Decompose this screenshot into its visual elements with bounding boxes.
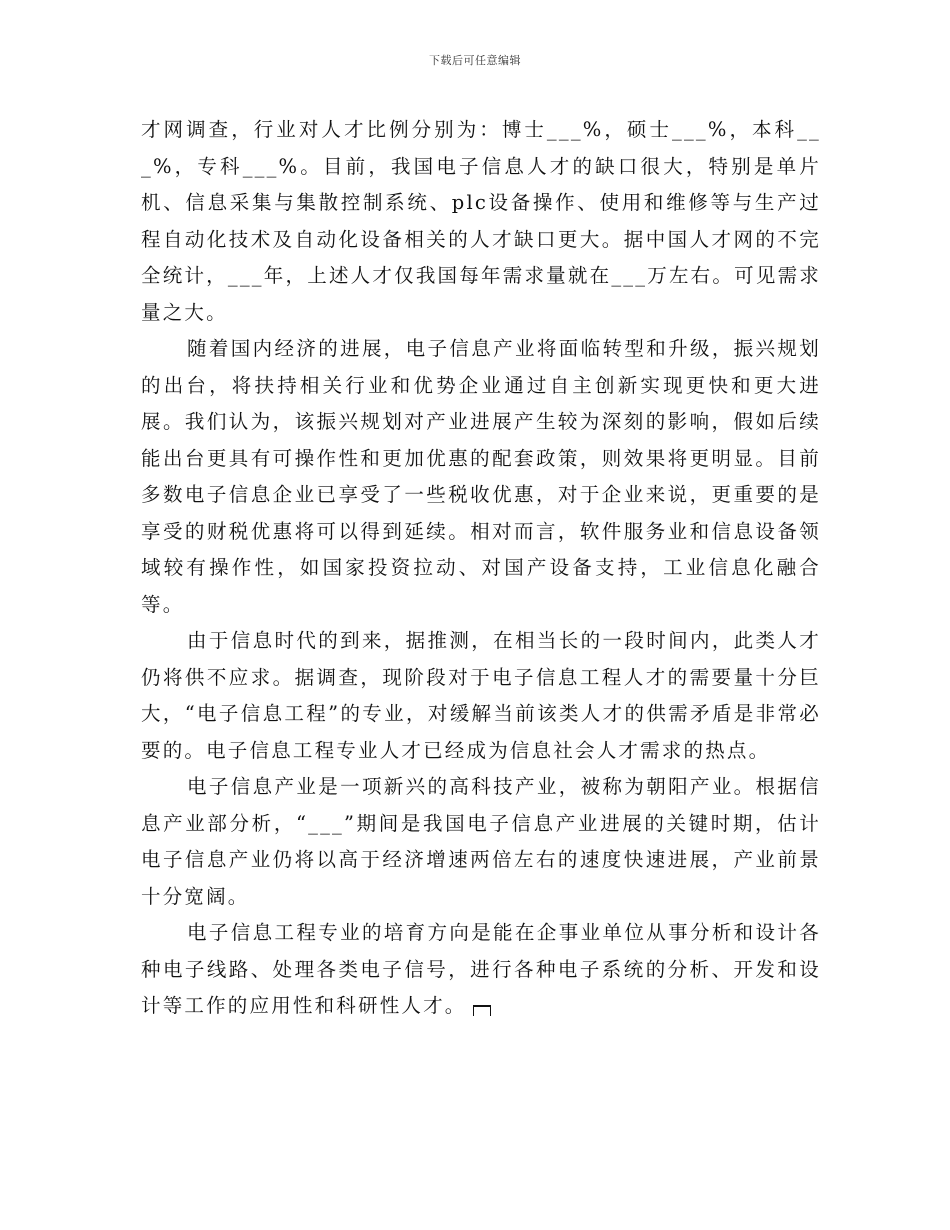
paragraph-last [141, 915, 821, 1025]
paragraph-continued: 才网调查，行业对人才比例分别为：博士___%，硕士___%，本科___%，专科___%。目前，我国电子信息人才的缺口很大，特别是单片机、信息采集与集散控制系统、plc设备操作、使用和维修等与生产过程自动化技术及自动化设备相关的人才缺口更大。据中国人才网的不完全统计，___年，上述人才仅我国每年需求量就在___万左右。可见需求量之大。 [141, 118, 821, 324]
page-header: 下载后可任意编辑 [429, 54, 521, 67]
paragraph-last-text: 电子信息工程专业的培育方向是能在企事业单位从事分析和设计各种电子线路、处理各类电子信号，进行各种电子系统的分析、开发和设计等工作的应用性和科研性人才。 [141, 921, 821, 1017]
paragraph: 随着国内经济的进展，电子信息产业将面临转型和升级，振兴规划的出台，将扶持相关行业和优势企业通过自主创新实现更快和更大进展。我们认为，该振兴规划对产业进展产生较为深刻的影响，假如后续能出台更具有可操作性和更加优惠的配套政策，则效果将更明显。目前多数电子信息企业已享受了一些税收优惠，对于企业来说，更重要的是享受的财税优惠将可以得到延续。相对而言，软件服务业和信息设备领域较有操作性，如国家投资拉动、对国产设备支持，工业信息化融合等。 [141, 337, 821, 616]
paragraph: 电子信息产业是一项新兴的高科技产业，被称为朝阳产业。根据信息产业部分析，“___”期间是我国电子信息产业进展的关键时期，估计电子信息产业仍将以高于经济增速两倍左右的速度快速进展，产业前景十分宽阔。 [141, 775, 821, 908]
page-break-mark-icon [473, 1005, 491, 1016]
paragraph: 由于信息时代的到来，据推测，在相当长的一段时间内，此类人才仍将供不应求。据调查，现阶段对于电子信息工程人才的需要量十分巨大，“电子信息工程”的专业，对缓解当前该类人才的供需矛盾是非常必要的。电子信息工程专业人才已经成为信息社会人才需求的热点。 [141, 629, 821, 762]
document-body [141, 112, 821, 1025]
